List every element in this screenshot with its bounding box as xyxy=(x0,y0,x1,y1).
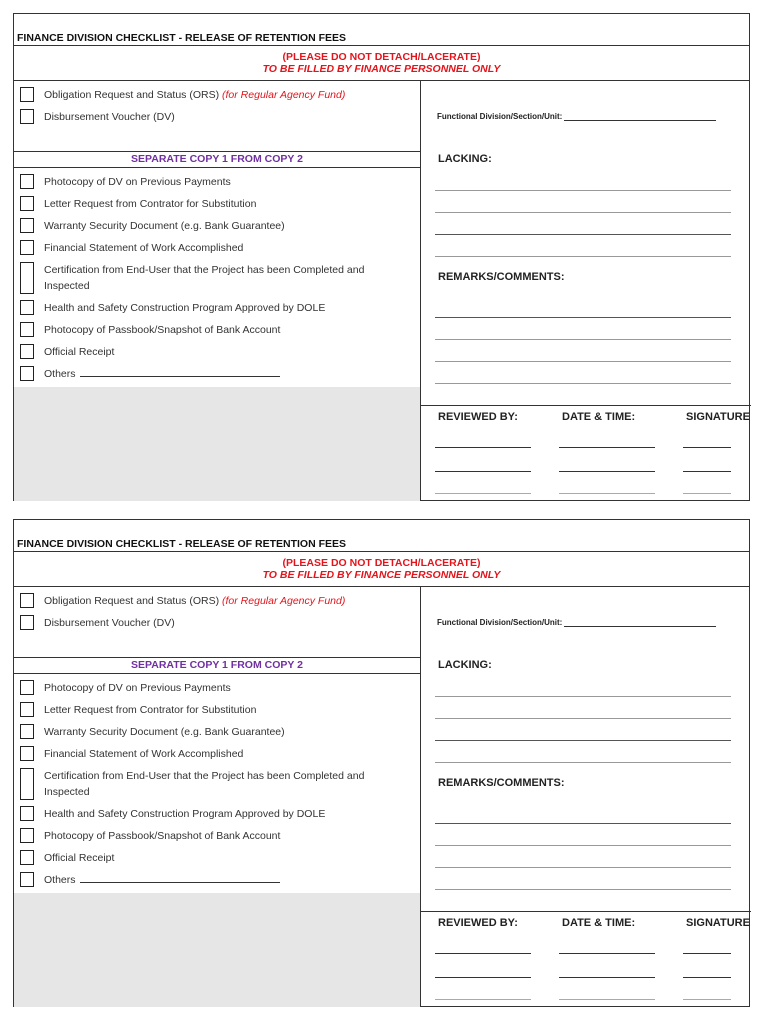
checkbox-ors[interactable] xyxy=(20,87,34,102)
item-label: Letter Request from Contrator for Substitution xyxy=(44,198,257,210)
item-label: Others xyxy=(44,874,76,886)
checkbox-dv[interactable] xyxy=(20,615,34,630)
checklist-item[interactable] xyxy=(20,746,404,764)
ors-label: Obligation Request and Status (ORS) xyxy=(44,595,220,607)
lacking-line[interactable] xyxy=(435,212,731,213)
section-divider xyxy=(421,911,751,912)
remarks-line[interactable] xyxy=(435,361,731,362)
item-label: Photocopy of Passbook/Snapshot of Bank Account xyxy=(44,830,281,842)
form-title: FINANCE DIVISION CHECKLIST - RELEASE OF RETENTION FEES xyxy=(14,14,749,46)
remarks-line[interactable] xyxy=(435,317,731,318)
checkbox[interactable] xyxy=(20,806,34,821)
checkbox[interactable] xyxy=(20,344,34,359)
signature-line[interactable] xyxy=(683,999,731,1000)
remarks-line[interactable] xyxy=(435,845,731,846)
remarks-line[interactable] xyxy=(435,383,731,384)
lacking-label: LACKING: xyxy=(438,659,492,671)
others-blank[interactable] xyxy=(80,366,280,377)
item-label: Certification from End-User that the Project has been Completed and Inspected xyxy=(44,770,365,798)
item-label: Warranty Security Document (e.g. Bank Guarantee) xyxy=(44,726,285,738)
ors-note: (for Regular Agency Fund) xyxy=(222,89,346,101)
checklist-item[interactable] xyxy=(20,680,404,698)
checklist-item-others[interactable] xyxy=(20,366,404,384)
lacking-line[interactable] xyxy=(435,740,731,741)
item-label: Financial Statement of Work Accomplished xyxy=(44,242,244,254)
reviewed-by-line[interactable] xyxy=(435,447,531,448)
checkbox[interactable] xyxy=(20,680,34,695)
checklist-copy-2 xyxy=(13,519,750,1007)
checklist-item-ors[interactable] xyxy=(20,593,404,611)
functional-division-field[interactable] xyxy=(437,618,716,627)
checklist-panel xyxy=(14,587,420,1007)
notice xyxy=(14,552,749,587)
checklist-item[interactable] xyxy=(20,300,404,318)
notice-finance-only: TO BE FILLED BY FINANCE PERSONNEL ONLY xyxy=(262,63,501,75)
lacking-line[interactable] xyxy=(435,234,731,235)
lacking-line[interactable] xyxy=(435,762,731,763)
date-time-line[interactable] xyxy=(559,977,655,978)
separator-label: SEPARATE COPY 1 FROM COPY 2 xyxy=(14,151,420,168)
signature-line[interactable] xyxy=(683,447,731,448)
lacking-label: LACKING: xyxy=(438,153,492,165)
date-time-line[interactable] xyxy=(559,447,655,448)
checklist-item[interactable] xyxy=(20,828,404,846)
item-label: Photocopy of DV on Previous Payments xyxy=(44,176,231,188)
checklist-item-dv[interactable] xyxy=(20,615,404,633)
checkbox[interactable] xyxy=(20,850,34,865)
checkbox[interactable] xyxy=(20,768,34,800)
item-label: Others xyxy=(44,368,76,380)
checklist-item[interactable] xyxy=(20,850,404,868)
functional-division-label: Functional Division/Section/Unit: xyxy=(437,618,563,627)
remarks-line[interactable] xyxy=(435,823,731,824)
remarks-label: REMARKS/COMMENTS: xyxy=(438,271,565,283)
ors-label: Obligation Request and Status (ORS) xyxy=(44,89,220,101)
reviewed-by-line[interactable] xyxy=(435,493,531,494)
date-time-label: DATE & TIME: xyxy=(562,411,636,423)
others-blank[interactable] xyxy=(80,872,280,883)
checkbox-ors[interactable] xyxy=(20,593,34,608)
signature-line[interactable] xyxy=(683,471,731,472)
checklist-item[interactable] xyxy=(20,344,404,362)
checklist-item[interactable] xyxy=(20,702,404,720)
form-title: FINANCE DIVISION CHECKLIST - RELEASE OF RETENTION FEES xyxy=(14,520,749,552)
checkbox[interactable] xyxy=(20,702,34,717)
checklist-panel xyxy=(14,81,420,501)
item-label: Health and Safety Construction Program Approved by DOLE xyxy=(44,302,326,314)
dv-label: Disbursement Voucher (DV) xyxy=(44,111,175,123)
gray-block xyxy=(14,387,420,501)
lacking-line[interactable] xyxy=(435,256,731,257)
functional-division-line[interactable] xyxy=(564,112,716,121)
checkbox[interactable] xyxy=(20,300,34,315)
checkbox[interactable] xyxy=(20,724,34,739)
date-time-line[interactable] xyxy=(559,953,655,954)
remarks-line[interactable] xyxy=(435,889,731,890)
item-label: Letter Request from Contrator for Substitution xyxy=(44,704,257,716)
notice-finance-only: TO BE FILLED BY FINANCE PERSONNEL ONLY xyxy=(262,569,501,581)
lacking-line[interactable] xyxy=(435,696,731,697)
notice-do-not-detach: (PLEASE DO NOT DETACH/LACERATE) xyxy=(282,557,481,569)
signature-label: SIGNATURE xyxy=(686,411,750,423)
date-time-line[interactable] xyxy=(559,493,655,494)
item-label: Certification from End-User that the Project has been Completed and Inspected xyxy=(44,264,365,292)
signature-label: SIGNATURE xyxy=(686,917,750,929)
section-divider xyxy=(421,405,751,406)
item-label: Official Receipt xyxy=(44,346,115,358)
functional-division-field[interactable] xyxy=(437,112,716,121)
checklist-item-others[interactable] xyxy=(20,872,404,890)
notice-do-not-detach: (PLEASE DO NOT DETACH/LACERATE) xyxy=(282,51,481,63)
checklist-item[interactable] xyxy=(20,218,404,236)
reviewed-by-label: REVIEWED BY: xyxy=(438,917,518,929)
item-label: Official Receipt xyxy=(44,852,115,864)
checkbox[interactable] xyxy=(20,872,34,887)
dv-label: Disbursement Voucher (DV) xyxy=(44,617,175,629)
checkbox[interactable] xyxy=(20,196,34,211)
checklist-item[interactable] xyxy=(20,196,404,214)
checkbox[interactable] xyxy=(20,366,34,381)
checklist-item[interactable] xyxy=(20,322,404,340)
checklist-item[interactable] xyxy=(20,768,404,802)
checkbox[interactable] xyxy=(20,240,34,255)
checkbox[interactable] xyxy=(20,746,34,761)
functional-division-line[interactable] xyxy=(564,618,716,627)
signature-line[interactable] xyxy=(683,977,731,978)
checklist-item-dv[interactable] xyxy=(20,109,404,127)
checkbox[interactable] xyxy=(20,218,34,233)
item-label: Photocopy of DV on Previous Payments xyxy=(44,682,231,694)
checklist-item[interactable] xyxy=(20,174,404,192)
item-label: Health and Safety Construction Program Approved by DOLE xyxy=(44,808,326,820)
remarks-line[interactable] xyxy=(435,867,731,868)
date-time-label: DATE & TIME: xyxy=(562,917,636,929)
checkbox[interactable] xyxy=(20,322,34,337)
item-label: Photocopy of Passbook/Snapshot of Bank Account xyxy=(44,324,281,336)
reviewed-by-line[interactable] xyxy=(435,999,531,1000)
notice xyxy=(14,46,749,81)
checkbox[interactable] xyxy=(20,262,34,294)
checklist-item[interactable] xyxy=(20,262,404,296)
checklist-item[interactable] xyxy=(20,806,404,824)
review-panel xyxy=(420,587,750,1007)
lacking-line[interactable] xyxy=(435,718,731,719)
reviewed-by-line[interactable] xyxy=(435,953,531,954)
ors-note: (for Regular Agency Fund) xyxy=(222,595,346,607)
reviewed-by-line[interactable] xyxy=(435,471,531,472)
checklist-copy-1 xyxy=(13,13,750,501)
checklist-item[interactable] xyxy=(20,240,404,258)
remarks-label: REMARKS/COMMENTS: xyxy=(438,777,565,789)
checkbox-dv[interactable] xyxy=(20,109,34,124)
checklist-item[interactable] xyxy=(20,724,404,742)
remarks-line[interactable] xyxy=(435,339,731,340)
checkbox[interactable] xyxy=(20,828,34,843)
gray-block xyxy=(14,893,420,1007)
functional-division-label: Functional Division/Section/Unit: xyxy=(437,112,563,121)
item-label: Financial Statement of Work Accomplished xyxy=(44,748,244,760)
separator-label: SEPARATE COPY 1 FROM COPY 2 xyxy=(14,657,420,674)
reviewed-by-label: REVIEWED BY: xyxy=(438,411,518,423)
lacking-line[interactable] xyxy=(435,190,731,191)
checkbox[interactable] xyxy=(20,174,34,189)
date-time-line[interactable] xyxy=(559,999,655,1000)
reviewed-by-line[interactable] xyxy=(435,977,531,978)
signature-line[interactable] xyxy=(683,493,731,494)
item-label: Warranty Security Document (e.g. Bank Guarantee) xyxy=(44,220,285,232)
date-time-line[interactable] xyxy=(559,471,655,472)
review-panel xyxy=(420,81,750,501)
checklist-item-ors[interactable] xyxy=(20,87,404,105)
signature-line[interactable] xyxy=(683,953,731,954)
